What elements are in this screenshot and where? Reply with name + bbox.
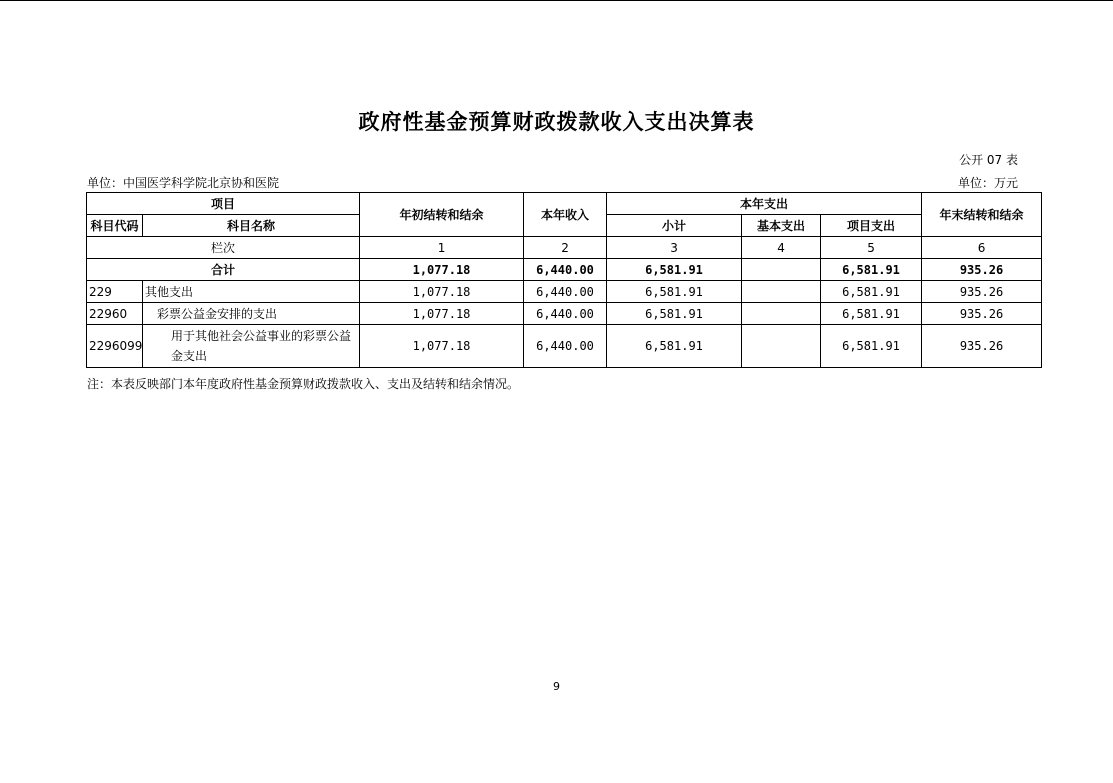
header-subtotal: 小计 <box>607 215 742 237</box>
table-row <box>87 281 1042 303</box>
header-name: 科目名称 <box>143 215 360 237</box>
total-row <box>87 259 1042 281</box>
reporting-unit: 单位：中国医学科学院北京协和医院 <box>87 176 280 190</box>
row-basic <box>742 303 821 325</box>
row-project: 6,581.91 <box>821 281 922 303</box>
table-row <box>87 325 1042 368</box>
row-subtotal: 6,581.91 <box>607 303 742 325</box>
row-subtotal: 6,581.91 <box>607 325 742 368</box>
header-income: 本年收入 <box>524 193 607 237</box>
row-income: 6,440.00 <box>524 325 607 368</box>
row-closing: 935.26 <box>922 325 1042 368</box>
total-income: 6,440.00 <box>524 259 607 281</box>
row-name: 用于其他社会公益事业的彩票公益金支出 <box>143 325 360 368</box>
header-expense: 本年支出 <box>607 193 922 215</box>
row-basic <box>742 325 821 368</box>
row-name: 彩票公益金安排的支出 <box>143 303 360 325</box>
row-income: 6,440.00 <box>524 303 607 325</box>
column-index: 5 <box>821 237 922 259</box>
row-code: 2296099 <box>87 325 143 368</box>
page-title: 政府性基金预算财政拨款收入支出决算表 <box>358 109 755 134</box>
header-closing: 年末结转和结余 <box>922 193 1042 237</box>
total-closing: 935.26 <box>922 259 1042 281</box>
row-income: 6,440.00 <box>524 281 607 303</box>
row-opening: 1,077.18 <box>360 325 524 368</box>
row-code: 22960 <box>87 303 143 325</box>
header-item: 项目 <box>87 193 360 215</box>
total-opening: 1,077.18 <box>360 259 524 281</box>
total-label: 合计 <box>87 259 360 281</box>
column-index-row <box>87 237 1042 259</box>
column-index: 4 <box>742 237 821 259</box>
column-index: 1 <box>360 237 524 259</box>
table-footnote: 注：本表反映部门本年度政府性基金预算财政拨款收入、支出及结转和结余情况。 <box>87 377 520 391</box>
total-subtotal: 6,581.91 <box>607 259 742 281</box>
budget-table <box>86 192 1042 368</box>
column-index: 3 <box>607 237 742 259</box>
page-number: 9 <box>553 680 560 693</box>
row-opening: 1,077.18 <box>360 281 524 303</box>
total-project: 6,581.91 <box>821 259 922 281</box>
currency-unit: 单位：万元 <box>957 176 1018 190</box>
header-project: 项目支出 <box>821 215 922 237</box>
row-project: 6,581.91 <box>821 325 922 368</box>
row-closing: 935.26 <box>922 281 1042 303</box>
row-project: 6,581.91 <box>821 303 922 325</box>
column-index: 2 <box>524 237 607 259</box>
column-index: 6 <box>922 237 1042 259</box>
form-code: 公开 07 表 <box>959 153 1018 167</box>
row-basic <box>742 281 821 303</box>
header-opening: 年初结转和结余 <box>360 193 524 237</box>
row-closing: 935.26 <box>922 303 1042 325</box>
row-name: 其他支出 <box>143 281 360 303</box>
row-subtotal: 6,581.91 <box>607 281 742 303</box>
header-code: 科目代码 <box>87 215 143 237</box>
table-row <box>87 303 1042 325</box>
column-index-label: 栏次 <box>87 237 360 259</box>
top-border-line <box>0 0 1113 1</box>
header-row-1 <box>87 193 1042 215</box>
header-basic: 基本支出 <box>742 215 821 237</box>
row-opening: 1,077.18 <box>360 303 524 325</box>
total-basic <box>742 259 821 281</box>
row-code: 229 <box>87 281 143 303</box>
